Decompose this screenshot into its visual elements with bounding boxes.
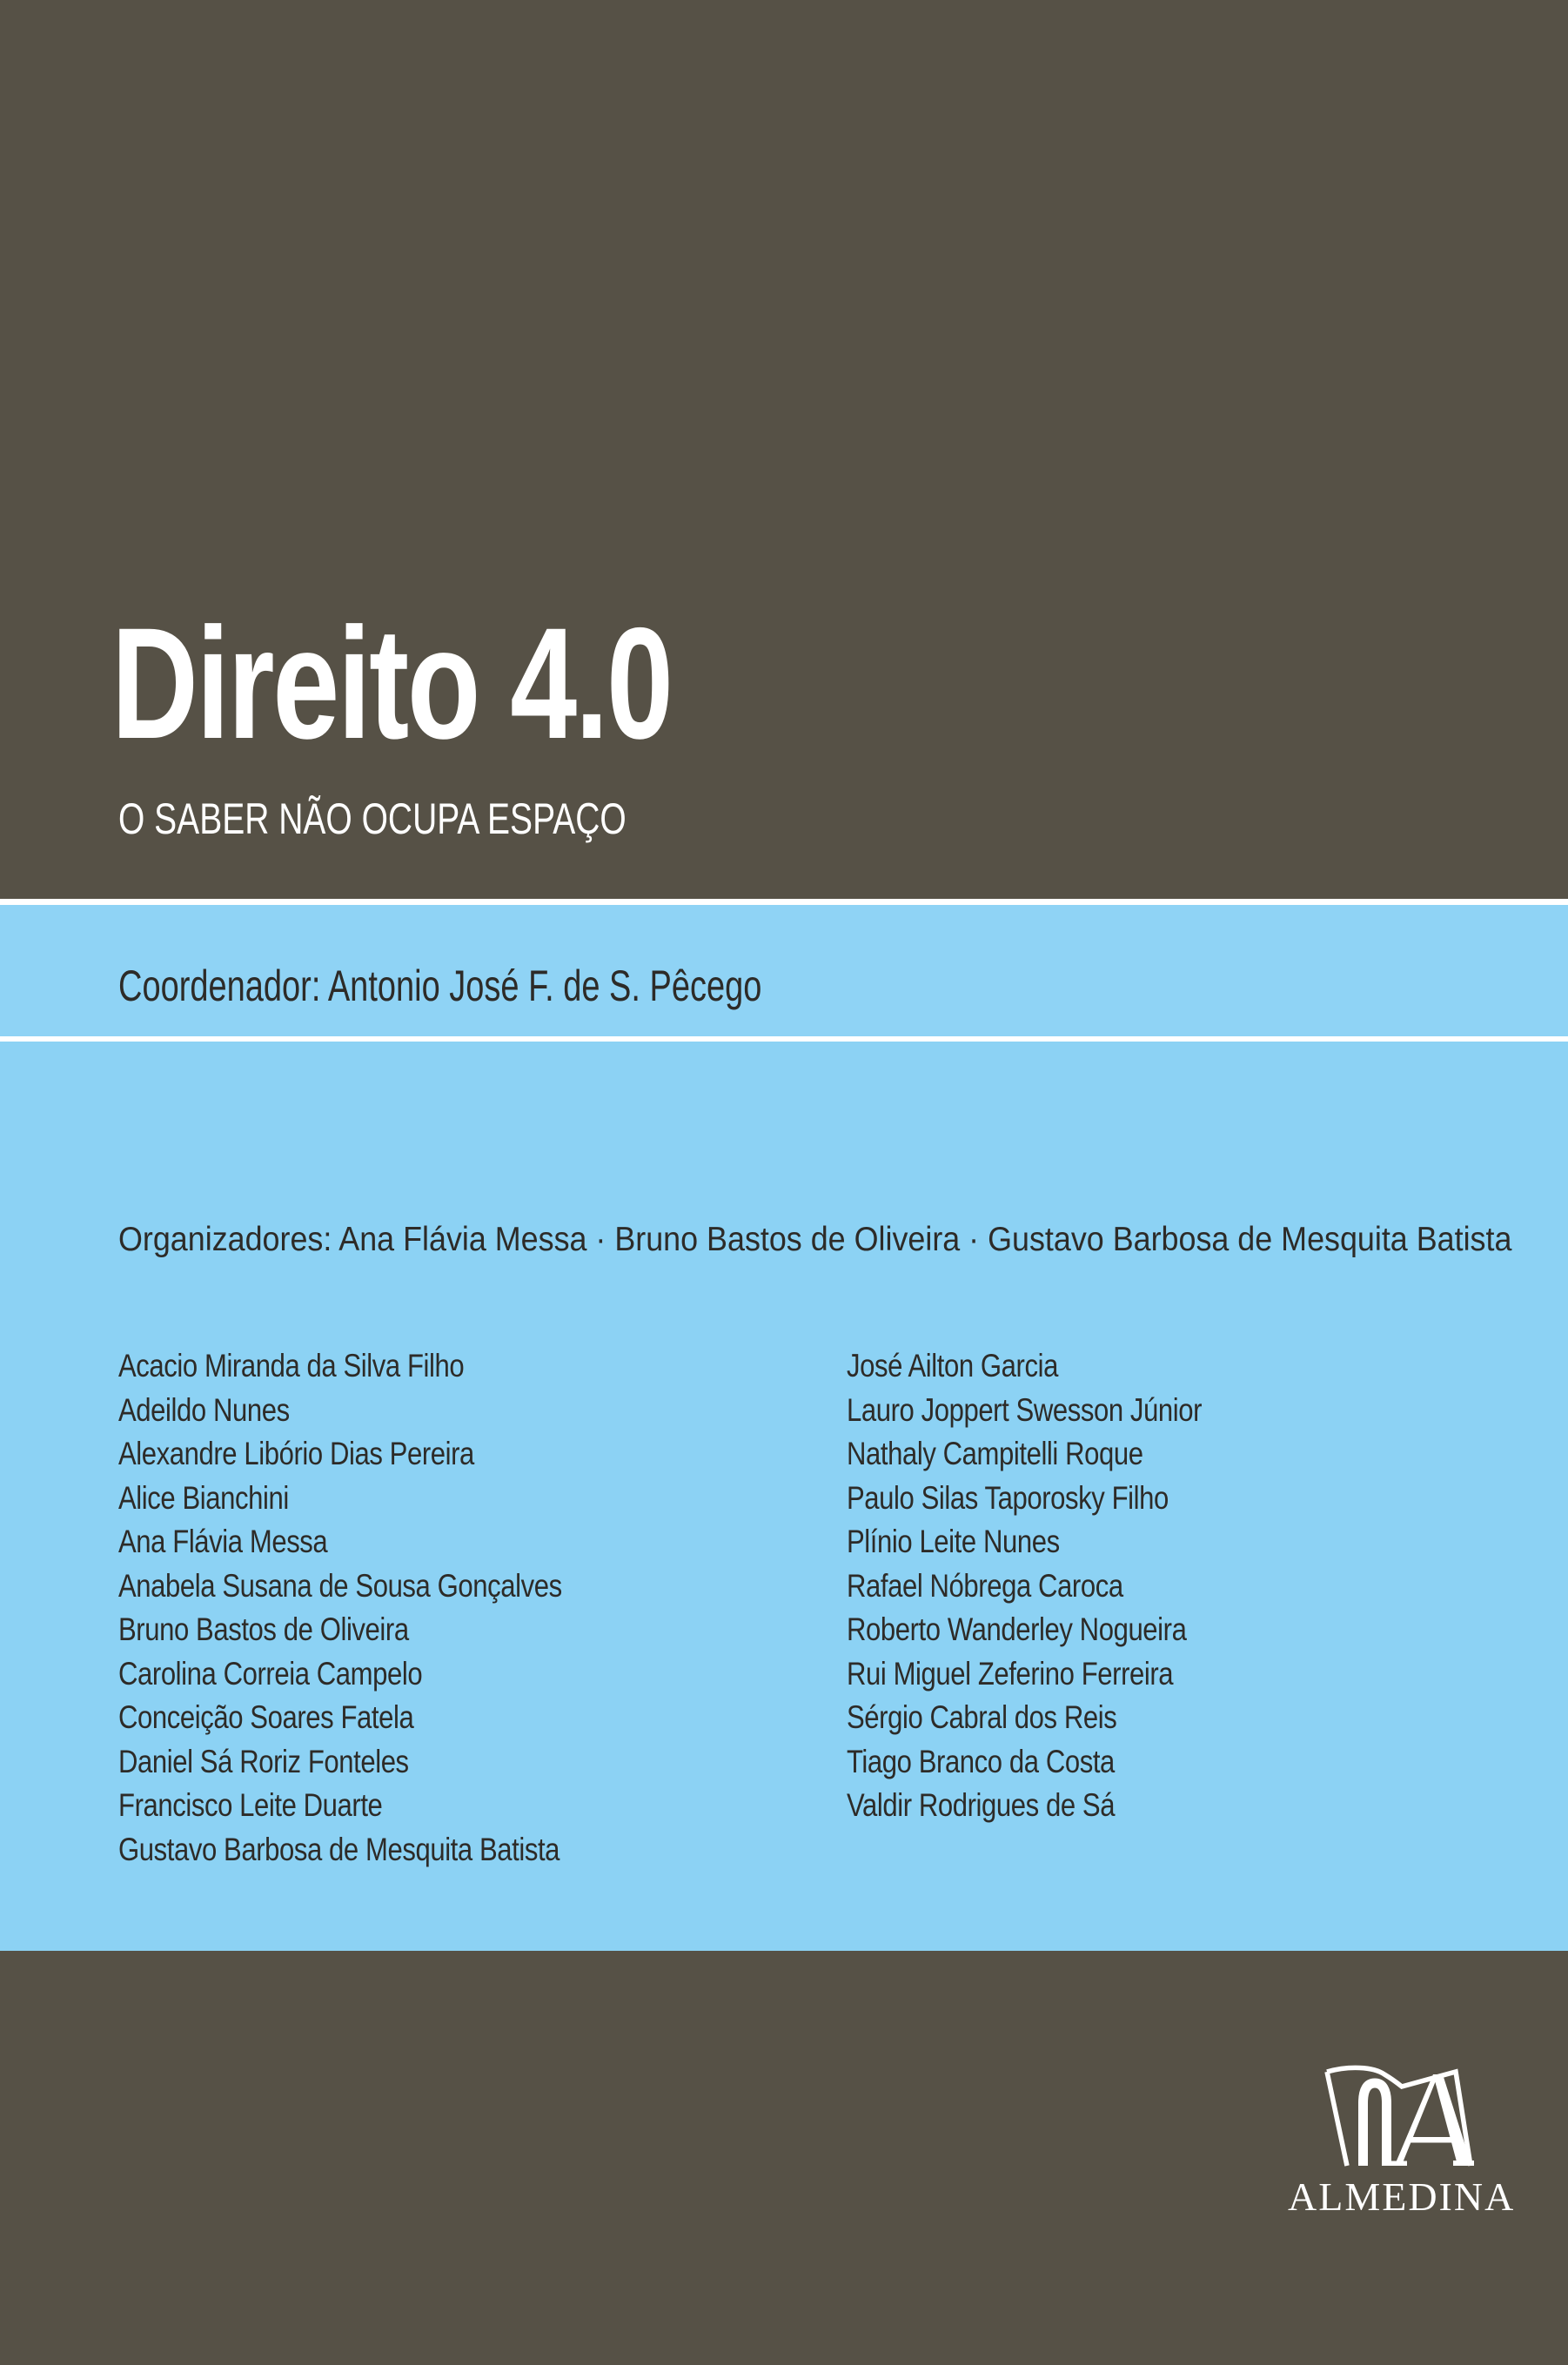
author-name: Adeildo Nunes bbox=[118, 1391, 290, 1428]
almedina-book-mark-icon bbox=[1305, 2053, 1505, 2184]
author-name: Francisco Leite Duarte bbox=[118, 1787, 383, 1823]
author-name: Valdir Rodrigues de Sá bbox=[847, 1787, 1116, 1823]
author-name: Acacio Miranda da Silva Filho bbox=[118, 1348, 465, 1383]
author-name: Sérgio Cabral dos Reis bbox=[847, 1699, 1117, 1735]
book-subtitle-text: O SABER NÃO OCUPA ESPAÇO bbox=[118, 794, 627, 843]
author-name: José Ailton Garcia bbox=[847, 1348, 1058, 1383]
author-name: Alexandre Libório Dias Pereira bbox=[118, 1436, 474, 1471]
publisher-name: ALMEDINA bbox=[1288, 2174, 1516, 2219]
author-name: Gustavo Barbosa de Mesquita Batista bbox=[118, 1831, 560, 1867]
author-name: Carolina Correia Campelo bbox=[118, 1655, 423, 1692]
author-name: Tiago Branco da Costa bbox=[847, 1743, 1115, 1779]
author-name: Anabela Susana de Sousa Gonçalves bbox=[118, 1567, 562, 1604]
author-name: Plínio Leite Nunes bbox=[847, 1524, 1060, 1559]
divider-line-top bbox=[0, 899, 1568, 905]
author-name: Daniel Sá Roriz Fonteles bbox=[118, 1743, 409, 1779]
coordinator-text bbox=[118, 961, 965, 1010]
author-name: Alice Bianchini bbox=[118, 1479, 289, 1516]
authors-column-right bbox=[847, 1344, 1270, 1828]
author-name: Rui Miguel Zeferino Ferreira bbox=[847, 1655, 1174, 1692]
author-name: Bruno Bastos de Oliveira bbox=[118, 1611, 409, 1647]
author-name: Lauro Joppert Swesson Júnior bbox=[847, 1391, 1203, 1428]
book-subtitle bbox=[118, 794, 769, 843]
coordinator-text-value: Coordenador: Antonio José F. de S. Pêcego bbox=[118, 961, 762, 1010]
author-name: Roberto Wanderley Nogueira bbox=[847, 1611, 1187, 1647]
book-title bbox=[111, 594, 848, 772]
author-name: Conceição Soares Fatela bbox=[118, 1699, 414, 1735]
author-name: Ana Flávia Messa bbox=[118, 1524, 328, 1559]
author-name: Paulo Silas Taporosky Filho bbox=[847, 1479, 1169, 1516]
organizers-text-value: Organizadores: Ana Flávia Messa · Bruno Bastos de Oliveira · Gustavo Barbosa de Mesquita Batista bbox=[118, 1221, 1512, 1258]
book-title-text: Direito 4.0 bbox=[111, 594, 672, 772]
organizers-text bbox=[118, 1223, 1568, 1256]
author-name: Nathaly Campitelli Roque bbox=[847, 1436, 1143, 1471]
authors-column-left bbox=[118, 1344, 647, 1872]
author-name: Rafael Nóbrega Caroca bbox=[847, 1567, 1123, 1604]
